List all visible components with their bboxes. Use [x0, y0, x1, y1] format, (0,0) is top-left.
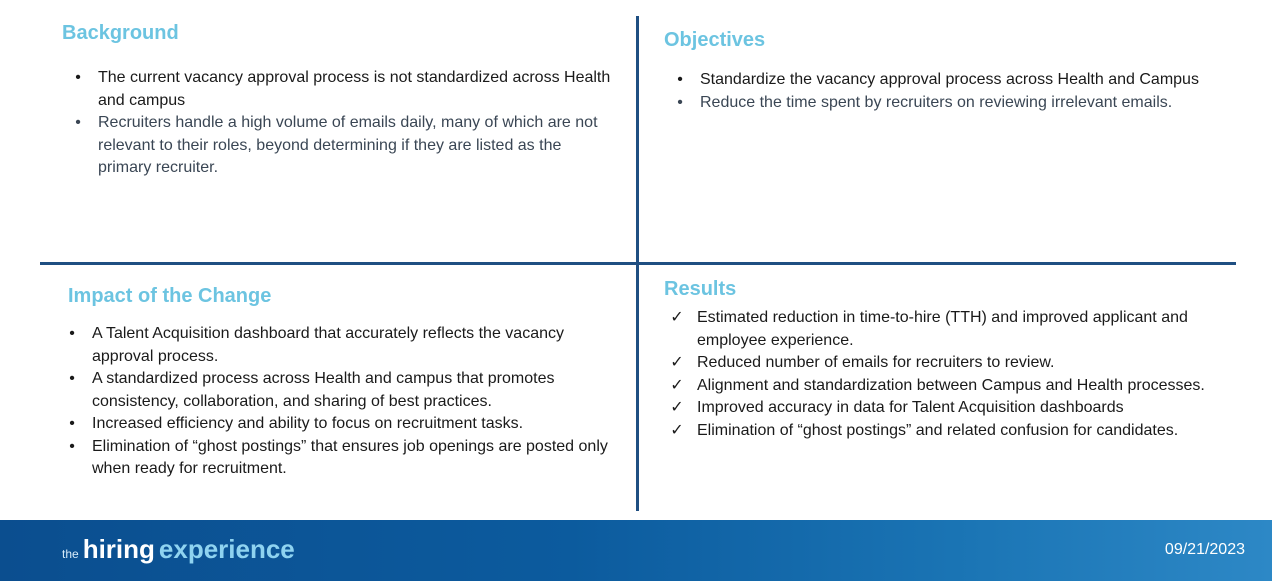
- list-item: [69, 436, 612, 481]
- background-section: [62, 22, 622, 180]
- bullet-icon: •: [69, 437, 75, 455]
- list-item: [69, 368, 612, 413]
- checkmark-icon: ✓: [670, 399, 684, 416]
- horizontal-divider: [40, 262, 1236, 265]
- list-item: [75, 112, 618, 180]
- results-heading: Results: [664, 278, 737, 300]
- footer-bar: [0, 520, 1272, 581]
- list-item: [75, 67, 618, 112]
- footer-date: 09/21/2023: [1164, 541, 1245, 558]
- list-item: [670, 352, 1237, 375]
- bullet-icon: •: [677, 93, 683, 111]
- results-section: [664, 278, 1244, 442]
- list-item-text: Reduce the time spent by recruiters on reviewing irrelevant emails.: [700, 93, 1173, 111]
- impact-list: [69, 323, 612, 481]
- brand-logo: [62, 534, 295, 565]
- objectives-heading: Objectives: [664, 29, 766, 51]
- brand-the: the: [62, 547, 79, 561]
- list-item-text: Standardize the vacancy approval process across Health and Campus: [700, 71, 1199, 88]
- list-item-text: The current vacancy approval process is not standardized across Health and campus: [98, 69, 611, 109]
- results-list: [670, 307, 1237, 442]
- brand-hiring: hiring: [82, 534, 155, 564]
- bullet-icon: •: [75, 69, 81, 86]
- list-item-text: Estimated reduction in time-to-hire (TTH) and improved applicant and employee experience.: [697, 309, 1188, 349]
- list-item: [677, 69, 1244, 92]
- list-item-text: Elimination of “ghost postings” and related confusion for candidates.: [697, 421, 1179, 439]
- objectives-section: [664, 29, 1244, 114]
- list-item: [677, 92, 1244, 115]
- bullet-icon: •: [69, 325, 75, 342]
- list-item: [69, 323, 612, 368]
- list-item: [670, 420, 1237, 443]
- checkmark-icon: ✓: [670, 376, 684, 394]
- bullet-icon: •: [75, 114, 81, 131]
- list-item: [670, 375, 1237, 398]
- list-item: [670, 397, 1237, 420]
- checkmark-icon: ✓: [670, 354, 684, 371]
- bullet-icon: •: [69, 415, 75, 432]
- list-item-text: Alignment and standardization between Campus and Health processes.: [697, 376, 1205, 394]
- list-item-text: Improved accuracy in data for Talent Acquisition dashboards: [697, 399, 1124, 416]
- brand-experience: experience: [158, 534, 295, 564]
- list-item-text: Increased efficiency and ability to focus on recruitment tasks.: [92, 415, 524, 432]
- list-item: [69, 413, 612, 436]
- bullet-icon: •: [677, 71, 683, 88]
- checkmark-icon: ✓: [670, 421, 684, 439]
- list-item-text: Elimination of “ghost postings” that ensures job openings are posted only when ready for recruitment.: [92, 437, 608, 477]
- objectives-list: [677, 69, 1244, 114]
- background-heading: Background: [62, 22, 179, 44]
- checkmark-icon: ✓: [670, 309, 684, 326]
- list-item-text: Reduced number of emails for recruiters to review.: [697, 354, 1055, 371]
- list-item: [670, 307, 1237, 352]
- list-item-text: A Talent Acquisition dashboard that accurately reflects the vacancy approval process.: [92, 325, 564, 365]
- list-item-text: A standardized process across Health and campus that promotes consistency, collaboration, and sharing of best practices.: [92, 370, 555, 410]
- impact-heading: Impact of the Change: [68, 285, 272, 307]
- background-list: [75, 67, 618, 180]
- list-item-text: Recruiters handle a high volume of emails daily, many of which are not relevant to their roles, beyond determining if they are listed as the primary recruiter.: [98, 114, 598, 176]
- impact-section: [68, 285, 628, 481]
- bullet-icon: •: [69, 370, 75, 387]
